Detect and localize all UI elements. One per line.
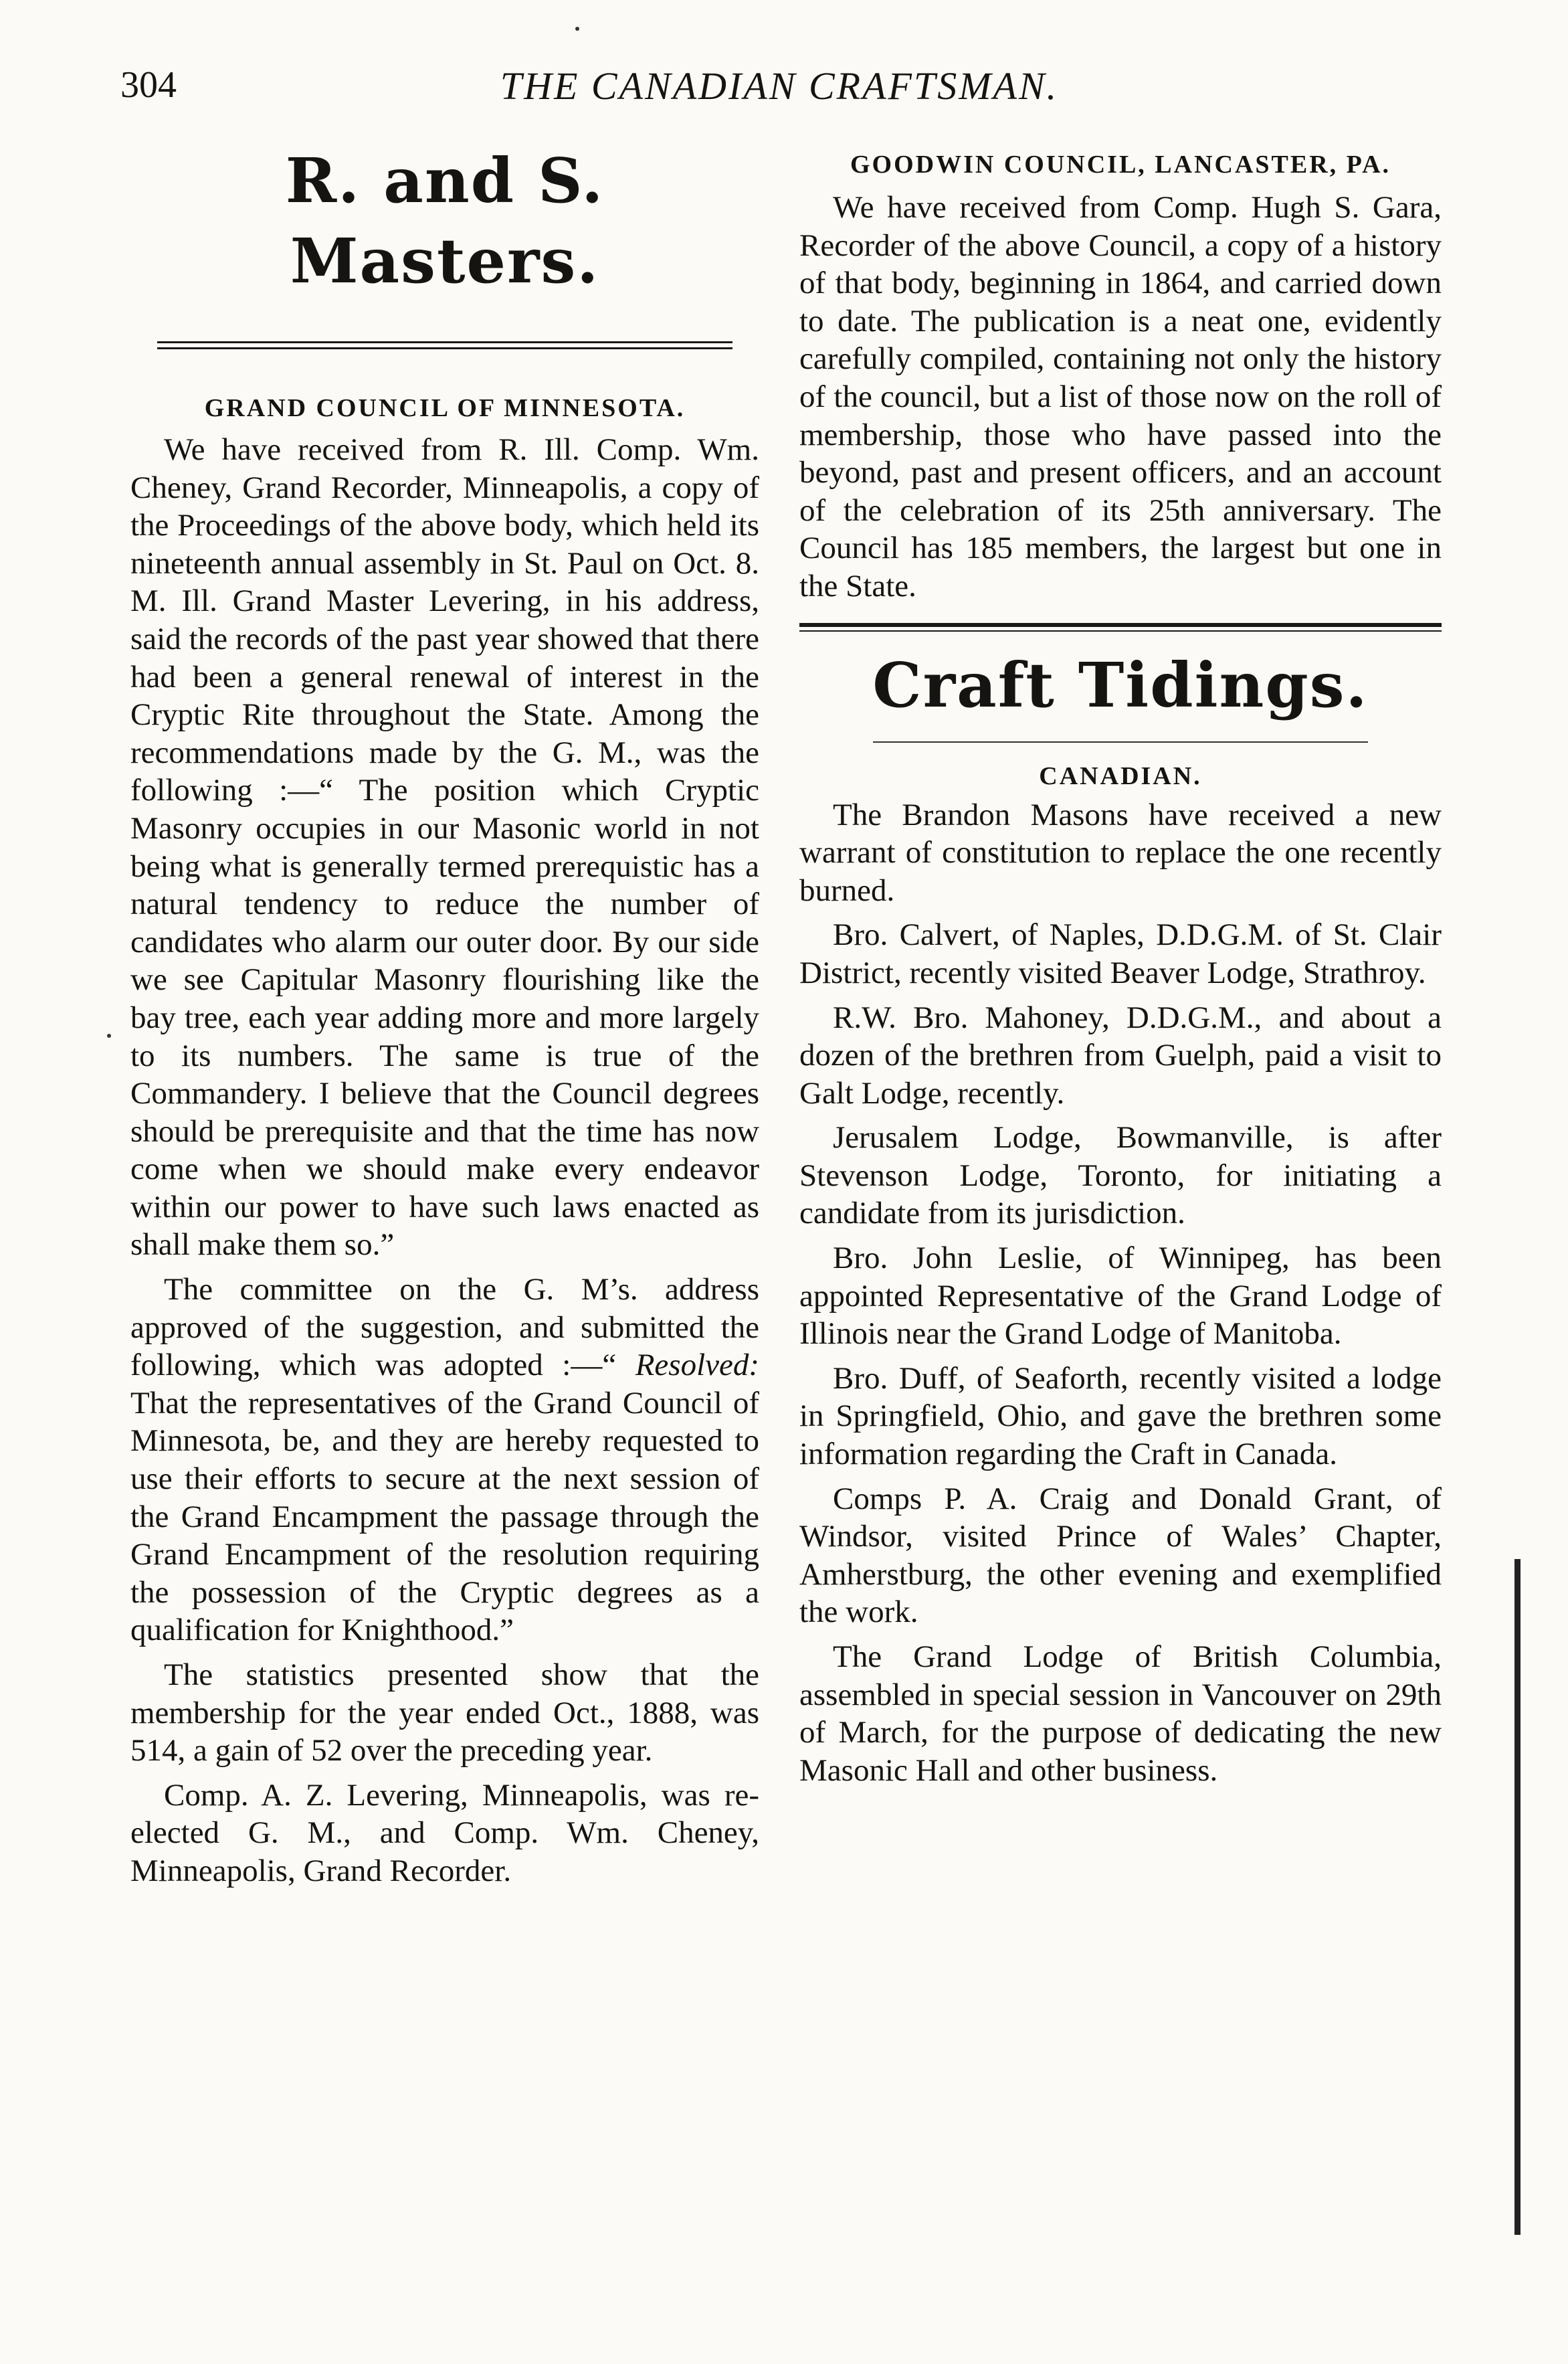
section-title-craft-tidings: Craft Tidings.	[872, 648, 1369, 721]
news-item: Bro. John Leslie, of Winnipeg, has been appointed Representative of the Grand Lodge of Illinois near the Grand Lodge of Manitoba.	[799, 1241, 1442, 1352]
print-speck	[575, 27, 579, 31]
paragraph: We have received from R. Ill. Comp. Wm. Cheney, Grand Recorder, Minneapolis, a copy of the Proceedings of the above body, which held its nineteenth annual assembly in St. Paul on Oct. 8. M. Ill. Grand Master Levering, in his address, said the records of the past year showed that there had been a general renewal of interest in the Cryptic Rite throughout the State. Among the recommendations made by the G. M., was the following :—“ The position which Cryptic Masonry occupies in our Masonic world in not being what is generally termed prerequistic has a natural tendency to reduce the number of candidates who alarm our outer door. By our side we see Capitular Masonry flourishing like the bay tree, each year adding more and more largely to its numbers. The same is true of the Commandery. I believe that the Council degrees should be prerequisite and that the time has now come when we should make every endeavor within our power to have such laws enacted as shall make them so.”	[130, 432, 759, 1263]
page-number: 304	[120, 64, 177, 106]
paragraph-text: The committee on the G. M’s. address approved of the suggestion, and submitted the following, which was adopted :—“	[130, 1272, 759, 1383]
paragraph: We have received from Comp. Hugh S. Gara, Recorder of the above Council, a copy of a history of that body, beginning in 1864, and carried down to date. The publication is a neat one, evidently carefully compiled, containing not only the history of the council, but a list of those now on the roll of membership, those who have passed into the beyond, past and present officers, and an account of the celebration of its 25th anniversary. The Council has 185 members, the largest but one in the State.	[799, 190, 1442, 604]
news-item: Jerusalem Lodge, Bowmanville, is after Stevenson Lodge, Toronto, for initiating a candidate from its jurisdiction.	[799, 1120, 1442, 1231]
paragraph: Comp. A. Z. Levering, Minneapolis, was re-elected G. M., and Comp. Wm. Cheney, Minneapolis, Grand Recorder.	[130, 1777, 759, 1888]
news-item: Bro. Calvert, of Naples, D.D.G.M. of St. Clair District, recently visited Beaver Lodge, Strathroy.	[799, 917, 1442, 990]
print-speck	[107, 1034, 111, 1038]
news-item: Comps P. A. Craig and Donald Grant, of Windsor, visited Prince of Wales’ Chapter, Amherstburg, the other evening and exemplified the work.	[799, 1481, 1442, 1630]
paragraph-text: That the representatives of the Grand Council of Minnesota, be, and they are hereby requested to use their efforts to secure at the next session of the Grand Encampment the passage through the Grand Encampment of the resolution requiring the possession of the Cryptic degrees as a qualification for Knighthood.”	[130, 1385, 759, 1648]
news-item: R.W. Bro. Mahoney, D.D.G.M., and about a dozen of the brethren from Guelph, paid a visit to Galt Lodge, recently.	[799, 1000, 1442, 1111]
subhead-grand-council-minnesota: GRAND COUNCIL OF MINNESOTA.	[204, 394, 686, 422]
right-column	[799, 141, 1442, 1789]
double-rule	[157, 341, 732, 349]
paragraph	[130, 1271, 759, 1649]
subhead-goodwin-council: GOODWIN COUNCIL, LANCASTER, PA.	[850, 151, 1391, 179]
thick-rule	[799, 623, 1442, 632]
resolved-italic: Resolved:	[635, 1348, 759, 1383]
paragraph: The statistics presented show that the membership for the year ended Oct., 1888, was 514, a gain of 52 over the preceding year.	[130, 1657, 759, 1768]
news-item: Bro. Duff, of Seaforth, recently visited a lodge in Springfield, Ohio, and gave the brethren some information regarding the Craft in Canada.	[799, 1360, 1442, 1472]
left-column	[130, 141, 759, 1890]
news-item: The Brandon Masons have received a new warrant of constitution to replace the one recently burned.	[799, 797, 1442, 908]
news-item: The Grand Lodge of British Columbia, assembled in special session in Vancouver on 29th of March, for the purpose of dedicating the new Masonic Hall and other business.	[799, 1639, 1442, 1788]
section-title-rs-masters: R. and S. Masters.	[285, 145, 605, 297]
subhead-canadian: CANADIAN.	[1039, 761, 1202, 790]
binding-edge-bar	[1514, 1559, 1521, 2235]
running-head	[120, 64, 1438, 117]
journal-title: THE CANADIAN CRAFTSMAN.	[500, 64, 1059, 108]
